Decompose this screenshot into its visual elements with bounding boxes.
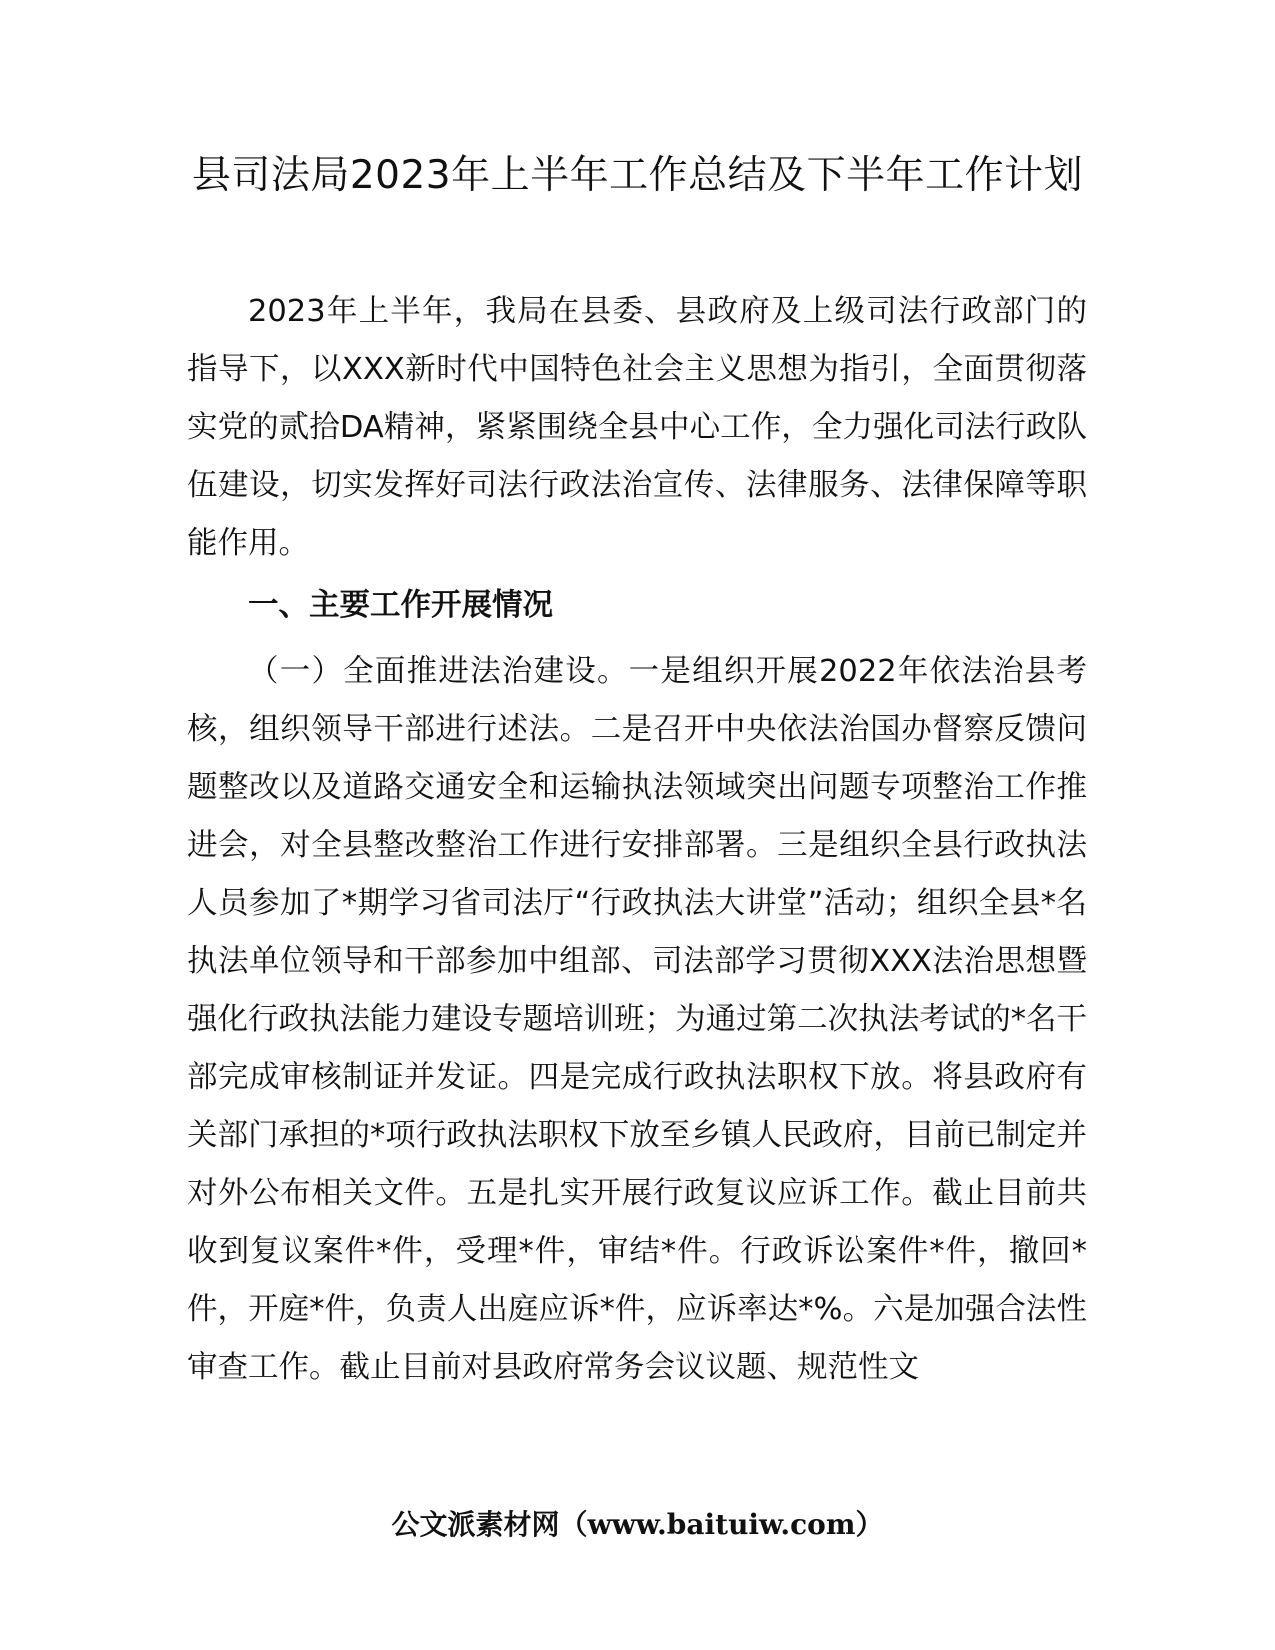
document-body [187, 283, 1087, 1397]
watermark-footer: 公文派素材网（www.baituiw.com） [391, 1508, 884, 1541]
document-title: 县司法局2023年上半年工作总结及下半年工作计划 [191, 153, 1084, 198]
intro-paragraph: 2023年上半年，我局在县委、县政府及上级司法行政部门的指导下，以XXX新时代中国特色社会主义思想为指引，全面贯彻落实党的贰拾DA精神，紧紧围绕全县中心工作，全力强化司法行政队伍建设，切实发挥好司法行政法治宣传、法律服务、法律保障等职能作用。 [187, 294, 1087, 561]
section-heading: 一、主要工作开展情况 [248, 588, 553, 623]
section-paragraph: （一）全面推进法治建设。一是组织开展2022年依法治县考核，组织领导干部进行述法。二是召开中央依法治国办督察反馈问题整改以及道路交通安全和运输执法领域突出问题专项整治工作推进会，对全县整改整治工作进行安排部署。三是组织全县行政执法人员参加了*期学习省司法厅“行政执法大讲堂”活动；组织全县*名执法单位领导和干部参加中组部、司法部学习贯彻XXX法治思想暨强化行政执法能力建设专题培训班；为通过第二次执法考试的*名干部完成审核制证并发证。四是完成行政执法职权下放。将县政府有关部门承担的*项行政执法职权下放至乡镇人民政府，目前已制定并对外公布相关文件。五是扎实开展行政复议应诉工作。截止目前共收到复议案件*件，受理*件，审结*件。行政诉讼案件*件，撤回*件，开庭*件，负责人出庭应诉*件，应诉率达*%。六是加强合法性审查工作。截止目前对县政府常务会议议题、规范性文 [187, 654, 1087, 1385]
